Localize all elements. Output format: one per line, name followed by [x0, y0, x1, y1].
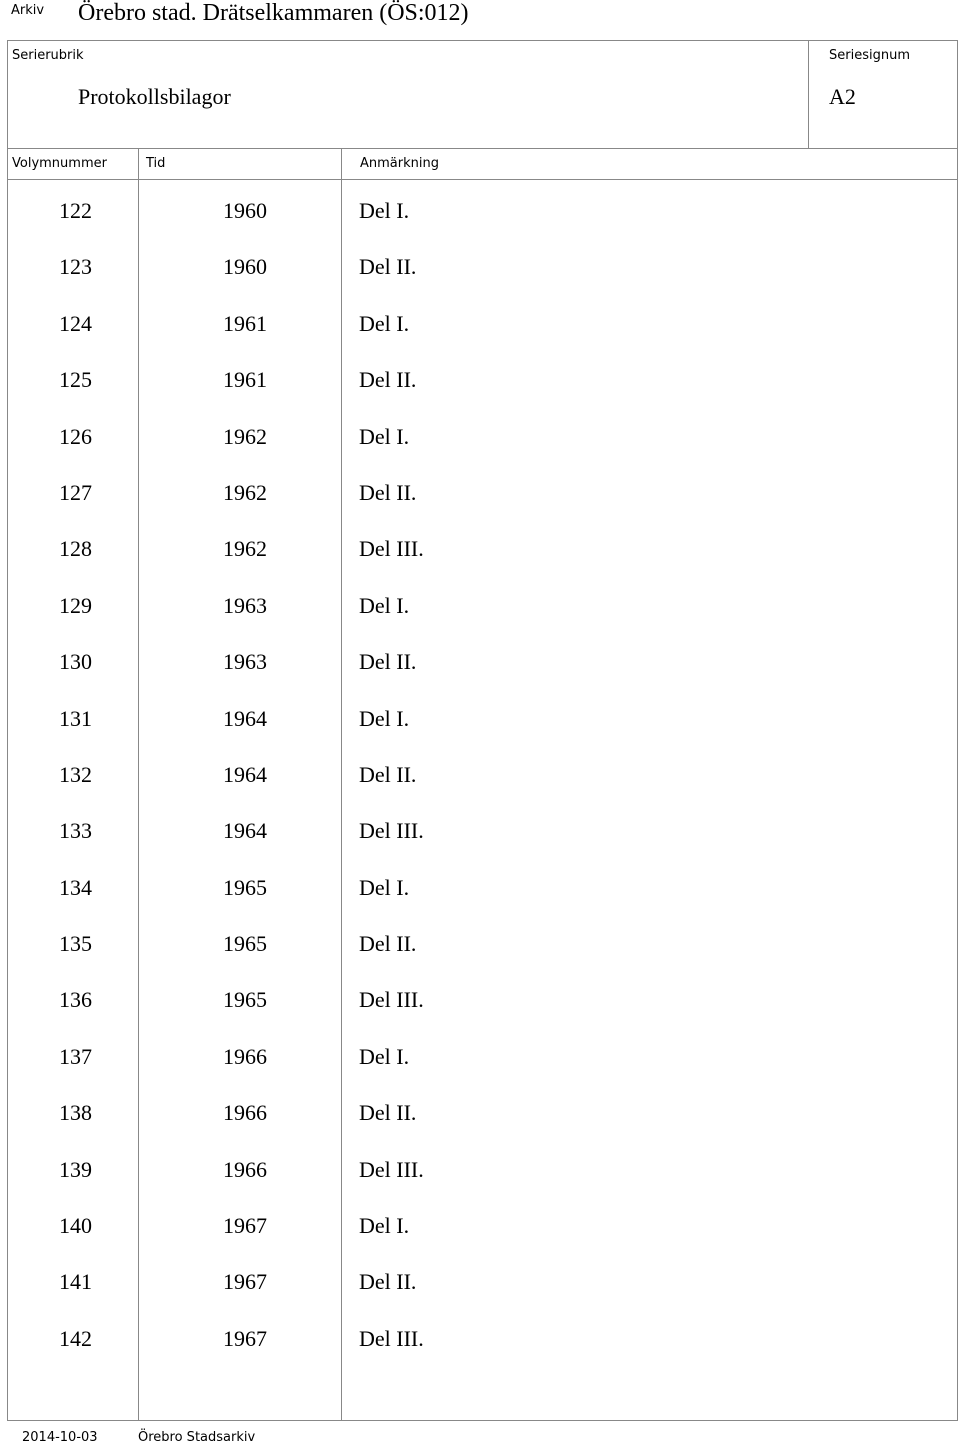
anm-cell: Del I. — [359, 423, 410, 449]
table-row — [7, 518, 958, 574]
seriesignum-value: A2 — [829, 84, 856, 109]
table-row — [7, 180, 958, 236]
volym-cell: 128 — [59, 536, 92, 562]
table-row — [7, 631, 958, 687]
table-row — [7, 1251, 958, 1307]
table-row — [7, 1026, 958, 1082]
tid-cell: 1963 — [223, 592, 267, 618]
tid-cell: 1966 — [223, 1100, 267, 1126]
tid-cell: 1967 — [223, 1213, 267, 1239]
footer-org: Örebro Stadsarkiv — [138, 1430, 256, 1445]
seriesignum-label: Seriesignum — [829, 48, 910, 63]
footer-date: 2014-10-03 — [22, 1430, 98, 1445]
anm-cell: Del II. — [359, 367, 417, 393]
volym-cell: 122 — [59, 198, 92, 223]
table-row — [7, 1195, 958, 1251]
tid-cell: 1964 — [223, 761, 267, 787]
table-row — [7, 969, 958, 1025]
volym-cell: 142 — [59, 1325, 92, 1351]
volym-cell: 126 — [59, 423, 92, 449]
anm-cell: Del I. — [359, 1213, 410, 1239]
anm-cell: Del III. — [359, 987, 424, 1013]
arkiv-label: Arkiv — [11, 3, 45, 18]
table-row — [7, 462, 958, 518]
table-row — [7, 406, 958, 462]
tid-cell: 1960 — [223, 254, 267, 280]
anm-cell: Del II. — [359, 761, 417, 787]
tid-cell: 1965 — [223, 931, 267, 957]
column-header-anm: Anmärkning — [360, 156, 439, 171]
anm-cell: Del II. — [359, 1269, 417, 1295]
anm-cell: Del II. — [359, 649, 417, 675]
tid-cell: 1966 — [223, 1043, 267, 1069]
anm-cell: Del II. — [359, 479, 417, 505]
volym-cell: 138 — [59, 1100, 92, 1126]
table-row — [7, 575, 958, 631]
volym-cell: 130 — [59, 649, 92, 675]
volym-cell: 123 — [59, 254, 92, 280]
volym-cell: 133 — [59, 818, 92, 844]
tid-cell: 1962 — [223, 536, 267, 562]
anm-cell: Del I. — [359, 198, 410, 223]
table-row — [7, 236, 958, 292]
anm-cell: Del III. — [359, 1156, 424, 1182]
tid-cell: 1962 — [223, 423, 267, 449]
column-header-tid: Tid — [146, 156, 166, 171]
tid-cell: 1961 — [223, 367, 267, 393]
anm-cell: Del I. — [359, 705, 410, 731]
table-row — [7, 857, 958, 913]
volym-cell: 139 — [59, 1156, 92, 1182]
tid-cell: 1967 — [223, 1325, 267, 1351]
volume-table — [7, 180, 958, 1364]
tid-cell: 1961 — [223, 310, 267, 336]
anm-cell: Del I. — [359, 1043, 410, 1069]
tid-cell: 1966 — [223, 1156, 267, 1182]
tid-cell: 1962 — [223, 479, 267, 505]
anm-cell: Del II. — [359, 254, 417, 280]
tid-cell: 1960 — [223, 198, 267, 223]
serierubrik-value: Protokollsbilagor — [78, 84, 231, 109]
tid-cell: 1964 — [223, 705, 267, 731]
anm-cell: Del III. — [359, 818, 424, 844]
volym-cell: 132 — [59, 761, 92, 787]
tid-cell: 1964 — [223, 818, 267, 844]
table-row — [7, 800, 958, 856]
table-row — [7, 1082, 958, 1138]
divider — [7, 148, 958, 149]
tid-cell: 1967 — [223, 1269, 267, 1295]
anm-cell: Del II. — [359, 931, 417, 957]
anm-cell: Del I. — [359, 310, 410, 336]
volym-cell: 127 — [59, 479, 92, 505]
anm-cell: Del III. — [359, 536, 424, 562]
anm-cell: Del I. — [359, 592, 410, 618]
table-row — [7, 293, 958, 349]
volym-cell: 124 — [59, 310, 92, 336]
tid-cell: 1965 — [223, 987, 267, 1013]
arkiv-title: Örebro stad. Drätselkammaren (ÖS:012) — [78, 0, 469, 26]
volym-cell: 125 — [59, 367, 92, 393]
column-header-volym: Volymnummer — [12, 156, 107, 171]
table-row — [7, 744, 958, 800]
serierubrik-label: Serierubrik — [12, 48, 84, 63]
anm-cell: Del II. — [359, 1100, 417, 1126]
volym-cell: 131 — [59, 705, 92, 731]
divider — [808, 40, 809, 148]
volym-cell: 140 — [59, 1213, 92, 1239]
table-row — [7, 349, 958, 405]
tid-cell: 1965 — [223, 874, 267, 900]
table-row — [7, 913, 958, 969]
volym-cell: 135 — [59, 931, 92, 957]
table-row — [7, 688, 958, 744]
anm-cell: Del III. — [359, 1325, 424, 1351]
tid-cell: 1963 — [223, 649, 267, 675]
volym-cell: 136 — [59, 987, 92, 1013]
table-row — [7, 1308, 958, 1364]
volym-cell: 141 — [59, 1269, 92, 1295]
volym-cell: 134 — [59, 874, 92, 900]
table-row — [7, 1139, 958, 1195]
volym-cell: 137 — [59, 1043, 92, 1069]
volym-cell: 129 — [59, 592, 92, 618]
anm-cell: Del I. — [359, 874, 410, 900]
